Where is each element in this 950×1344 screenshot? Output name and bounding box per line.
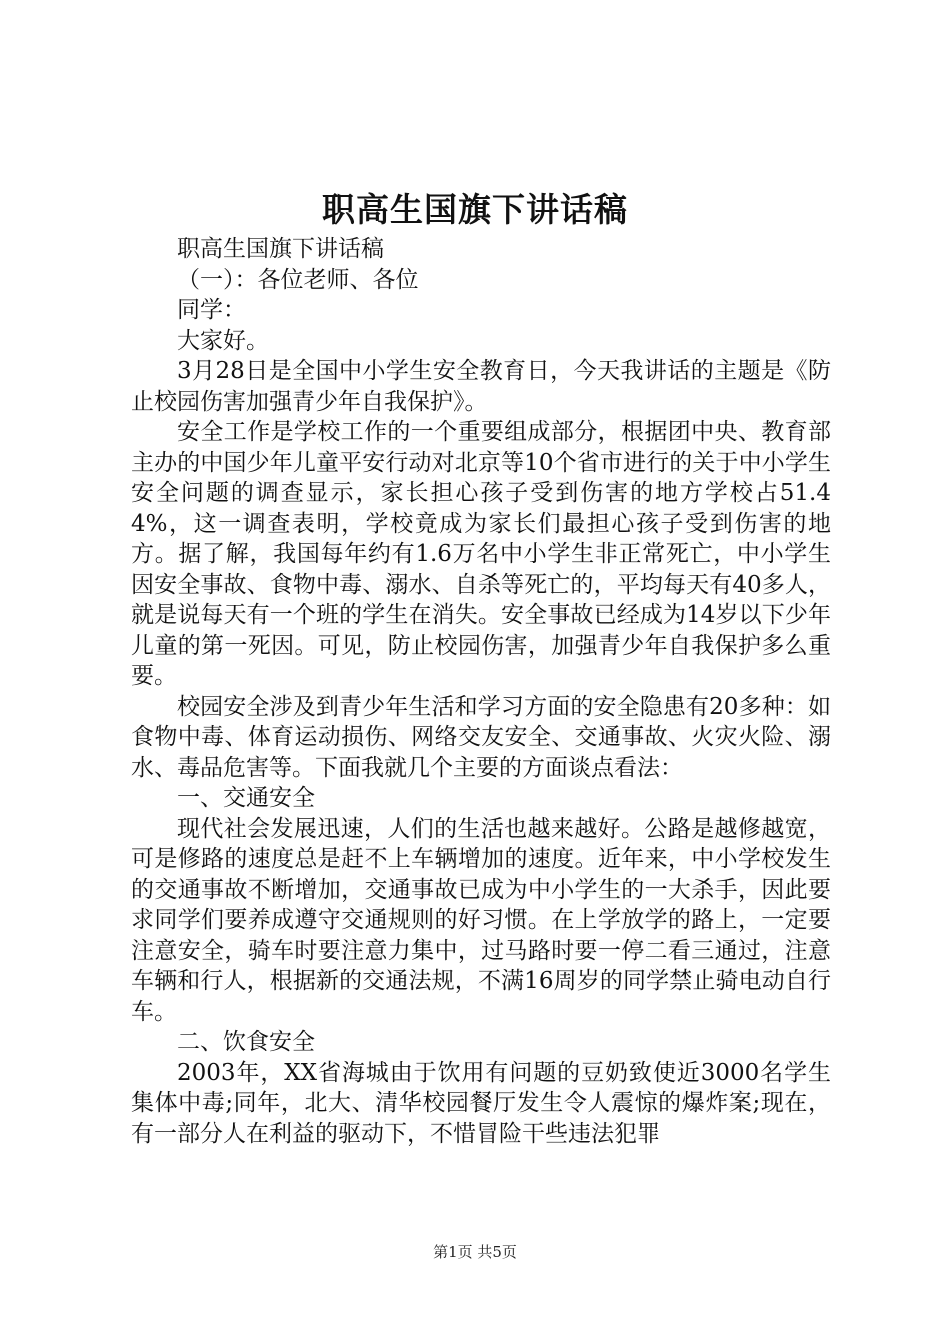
paragraph-subtitle: 职高生国旗下讲话稿	[177, 236, 384, 262]
paragraph-salutation-cont: 同学：	[177, 297, 246, 323]
document-body	[131, 234, 831, 1149]
paragraph-food-safety: 2003年，XX省海城由于饮用有问题的豆奶致使近3000名学生集体中毒;同年，北大、清华校园餐厅发生令人震惊的爆炸案;现在，有一部分人在利益的驱动下，不惜冒险干些违法犯罪	[131, 1059, 831, 1147]
paragraph-salutation: （一）：各位老师、各位	[177, 266, 419, 293]
document-title: 职高生国旗下讲话稿	[322, 190, 628, 229]
section-heading-food: 二、饮食安全	[177, 1029, 315, 1055]
paragraph-campus-safety: 校园安全涉及到青少年生活和学习方面的安全隐患有20多种：如食物中毒、体育运动损伤、网络交友安全、交通事故、火灾火险、溺水、毒品危害等。下面我就几个主要的方面谈点看法：	[131, 693, 831, 781]
paragraph-topic: 3月28日是全国中小学生安全教育日，今天我讲话的主题是《防止校园伤害加强青少年自我保护》。	[131, 358, 831, 415]
page-footer: 第1页 共5页	[433, 1243, 517, 1261]
paragraph-safety-survey: 安全工作是学校工作的一个重要组成部分，根据团中央、教育部主办的中国少年儿童平安行动对北京等10个省市进行的关于中小学生安全问题的调查显示，家长担心孩子受到伤害的地方学校占51.44%，这一调查表明，学校竟成为家长们最担心孩子受到伤害的地方。据了解，我国每年约有1.6万名中小学生非正常死亡，中小学生因安全事故、食物中毒、溺水、自杀等死亡的，平均每天有40多人，就是说每天有一个班的学生在消失。安全事故已经成为14岁以下少年儿童的第一死因。可见，防止校园伤害，加强青少年自我保护多么重要。	[131, 419, 831, 689]
section-heading-traffic: 一、交通安全	[177, 785, 315, 811]
paragraph-greeting: 大家好。	[177, 327, 269, 354]
paragraph-traffic-safety: 现代社会发展迅速，人们的生活也越来越好。公路是越修越宽，可是修路的速度总是赶不上车辆增加的速度。近年来，中小学校发生的交通事故不断增加，交通事故已成为中小学生的一大杀手，因此要求同学们要养成遵守交通规则的好习惯。在上学放学的路上，一定要注意安全，骑车时要注意力集中，过马路时要一停二看三通过，注意车辆和行人，根据新的交通法规，不满16周岁的同学禁止骑电动自行车。	[131, 815, 831, 1025]
